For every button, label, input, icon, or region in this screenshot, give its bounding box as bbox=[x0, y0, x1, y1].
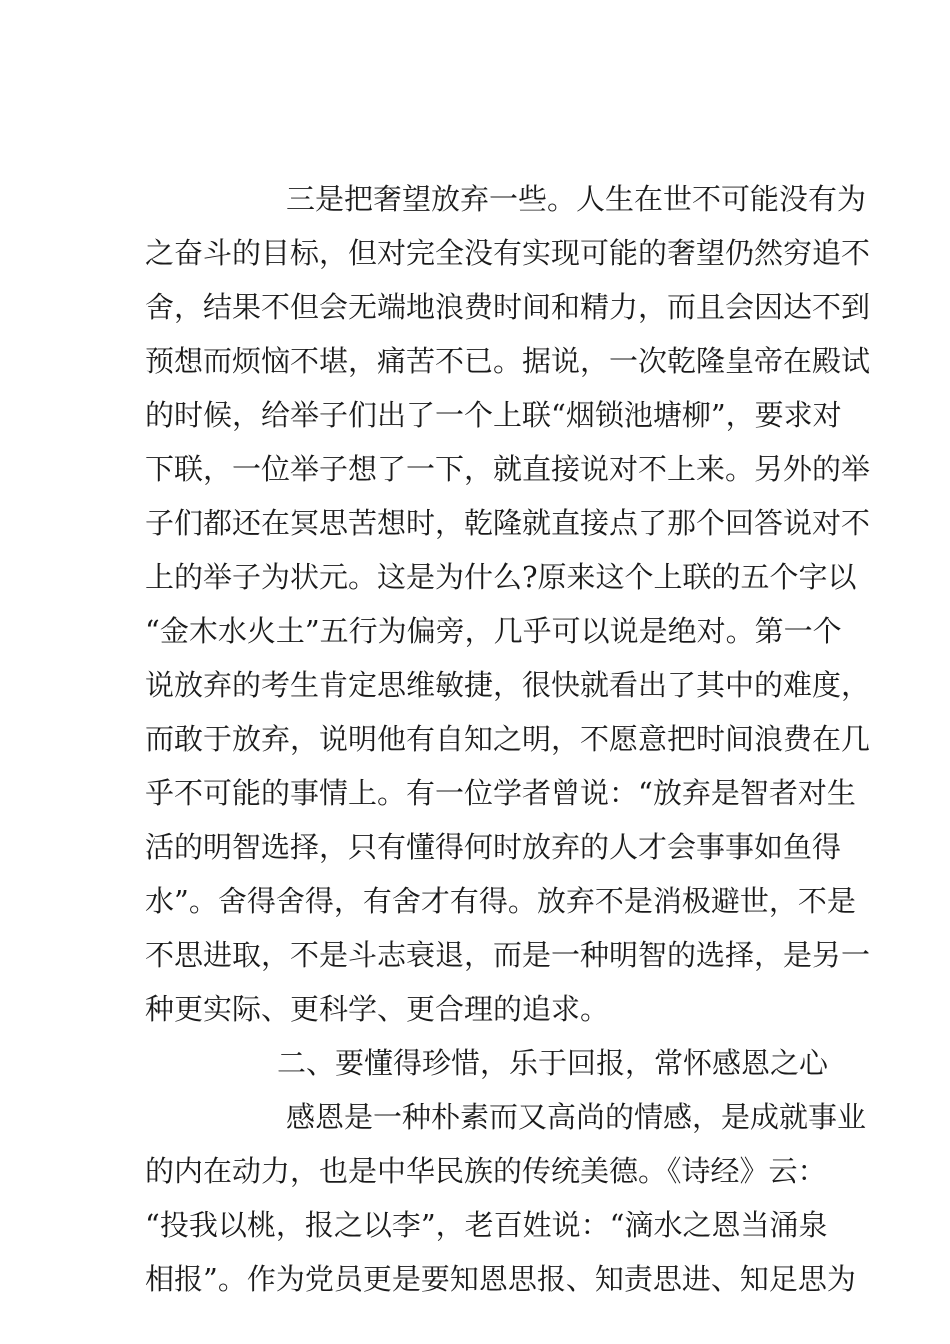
paragraph-line: 而敢于放弃，说明他有自知之明，不愿意把时间浪费在几 bbox=[145, 722, 871, 756]
paragraph-line: 种更实际、更科学、更合理的追求。 bbox=[145, 992, 610, 1026]
paragraph-line: 的内在动力，也是中华民族的传统美德。《诗经》云： bbox=[145, 1154, 827, 1188]
paragraph-line: 预想而烦恼不堪，痛苦不已。据说，一次乾隆皇帝在殿试 bbox=[145, 344, 871, 378]
paragraph-line: 不思进取，不是斗志衰退，而是一种明智的选择，是另一 bbox=[145, 938, 871, 972]
paragraph-line: “金木水火土”五行为偏旁，几乎可以说是绝对。第一个 bbox=[145, 614, 842, 648]
paragraph-line: 下联，一位举子想了一下，就直接说对不上来。另外的举 bbox=[145, 452, 871, 486]
paragraph-line: 子们都还在冥思苦想时，乾隆就直接点了那个回答说对不 bbox=[145, 506, 871, 540]
paragraph-line: 乎不可能的事情上。有一位学者曾说：“放弃是智者对生 bbox=[145, 776, 856, 810]
paragraph-line: 舍，结果不但会无端地浪费时间和精力，而且会因达不到 bbox=[145, 290, 871, 324]
paragraph-line: 上的举子为状元。这是为什么?原来这个上联的五个字以 bbox=[145, 560, 857, 594]
paragraph-line: 活的明智选择，只有懂得何时放弃的人才会事事如鱼得 bbox=[145, 830, 842, 864]
paragraph-line: “投我以桃，报之以李”，老百姓说：“滴水之恩当涌泉 bbox=[145, 1208, 828, 1242]
paragraph-line: 感恩是一种朴素而又高尚的情感，是成就事业 bbox=[286, 1100, 867, 1134]
paragraph-line: 之奋斗的目标，但对完全没有实现可能的奢望仍然穷追不 bbox=[145, 236, 871, 270]
paragraph-line: 相报”。作为党员更是要知恩思报、知责思进、知足思为 bbox=[145, 1262, 856, 1296]
paragraph-line: 三是把奢望放弃一些。人生在世不可能没有为 bbox=[286, 182, 867, 216]
paragraph-line: 的时候，给举子们出了一个上联“烟锁池塘柳”，要求对 bbox=[145, 398, 842, 432]
section-heading: 二、要懂得珍惜，乐于回报，常怀感恩之心 bbox=[277, 1046, 829, 1080]
paragraph-line: 水”。舍得舍得，有舍才有得。放弃不是消极避世，不是 bbox=[145, 884, 856, 918]
body-text bbox=[145, 172, 871, 1306]
paragraph-line: 说放弃的考生肯定思维敏捷，很快就看出了其中的难度， bbox=[145, 668, 871, 702]
